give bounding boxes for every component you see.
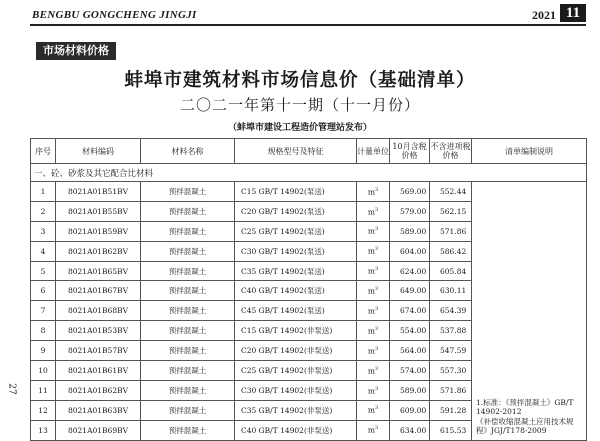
cell-code: 8021A01B65BV <box>56 261 141 281</box>
category-row <box>31 164 587 182</box>
cell-code: 8021A01B55BV <box>56 201 141 221</box>
cell-no: 1 <box>31 182 56 202</box>
cell-code: 8021A01B67BV <box>56 281 141 301</box>
cell-spec: C35 GB/T 14902(泵送) <box>235 261 357 281</box>
cell-name: 预拌混凝土 <box>141 201 235 221</box>
cell-no: 10 <box>31 361 56 381</box>
unit-superscript: 3 <box>374 286 379 293</box>
cell-spec: C40 GB/T 14902(泵送) <box>235 281 357 301</box>
cell-price-notax: 591.28 <box>430 400 472 420</box>
cell-unit <box>357 380 390 400</box>
page-title: 蚌埠市建筑材料市场信息价（基础清单） <box>124 70 476 91</box>
cell-price-notax: 571.86 <box>430 380 472 400</box>
unit-superscript: 3 <box>374 266 379 273</box>
cell-price-tax: 589.00 <box>390 221 430 241</box>
cell-unit <box>357 321 390 341</box>
col-header-note: 清单编制说明 <box>472 139 587 164</box>
unit-base: m <box>367 425 375 435</box>
unit-base: m <box>367 366 375 376</box>
page-number-badge: 11 <box>560 4 586 22</box>
cell-code: 8021A01B57BV <box>56 341 141 361</box>
col-header-price-notax: 不含进项税价格 <box>430 139 472 164</box>
cell-price-notax: 557.30 <box>430 361 472 381</box>
cell-name: 预拌混凝土 <box>141 261 235 281</box>
cell-price-tax: 649.00 <box>390 281 430 301</box>
cell-no: 2 <box>31 201 56 221</box>
table-header-row <box>31 139 587 164</box>
note-line: 14902-2012 <box>476 407 522 417</box>
col-header-code: 材料编码 <box>56 139 141 164</box>
cell-price-notax: 630.11 <box>430 281 472 301</box>
unit-superscript: 3 <box>374 345 379 352</box>
cell-code: 8021A01B61BV <box>56 361 141 381</box>
cell-no: 13 <box>31 420 56 440</box>
cell-name: 预拌混凝土 <box>141 221 235 241</box>
col-header-spec: 规格型号及特征 <box>235 139 357 164</box>
cell-price-tax: 624.00 <box>390 261 430 281</box>
unit-base: m <box>367 386 375 396</box>
cell-spec: C25 GB/T 14902(泵送) <box>235 221 357 241</box>
unit-base: m <box>367 246 375 256</box>
unit-base: m <box>367 346 375 356</box>
cell-price-tax: 589.00 <box>390 380 430 400</box>
cell-no: 8 <box>31 321 56 341</box>
cell-no: 3 <box>31 221 56 241</box>
cell-no: 4 <box>31 241 56 261</box>
cell-price-notax: 562.15 <box>430 201 472 221</box>
cell-unit <box>357 201 390 221</box>
cell-no: 6 <box>31 281 56 301</box>
unit-superscript: 3 <box>374 206 379 213</box>
cell-price-notax: 605.84 <box>430 261 472 281</box>
price-table <box>30 138 587 441</box>
cell-unit <box>357 261 390 281</box>
col-header-no: 序号 <box>31 139 56 164</box>
unit-superscript: 3 <box>374 186 379 193</box>
cell-code: 8021A01B53BV <box>56 321 141 341</box>
cell-price-notax: 615.53 <box>430 420 472 440</box>
cell-unit <box>357 341 390 361</box>
cell-code: 8021A01B62BV <box>56 380 141 400</box>
cell-spec: C45 GB/T 14902(泵送) <box>235 301 357 321</box>
cell-name: 预拌混凝土 <box>141 182 235 202</box>
cell-price-tax: 674.00 <box>390 301 430 321</box>
header-year: 2021 <box>532 8 556 22</box>
cell-no: 11 <box>31 380 56 400</box>
cell-price-tax: 609.00 <box>390 400 430 420</box>
side-page-number: 27 <box>6 383 17 395</box>
cell-no: 7 <box>31 301 56 321</box>
cell-spec: C15 GB/T 14902(泵送) <box>235 182 357 202</box>
unit-base: m <box>367 405 375 415</box>
cell-code: 8021A01B62BV <box>56 241 141 261</box>
unit-superscript: 3 <box>374 405 379 412</box>
table-row <box>31 182 587 202</box>
unit-superscript: 3 <box>374 246 379 253</box>
unit-superscript: 3 <box>374 325 379 332</box>
col-header-name: 材料名称 <box>141 139 235 164</box>
col-header-price-tax: 10月含税价格 <box>390 139 430 164</box>
cell-code: 8021A01B69BV <box>56 420 141 440</box>
cell-unit <box>357 241 390 261</box>
section-tag: 市场材料价格 <box>36 42 116 60</box>
cell-spec: C30 GB/T 14902(非泵送) <box>235 380 357 400</box>
issue-subtitle: 二〇二一年第十一期（十一月份） <box>179 96 420 114</box>
cell-name: 预拌混凝土 <box>141 301 235 321</box>
cell-spec: C20 GB/T 14902(泵送) <box>235 201 357 221</box>
cell-unit <box>357 221 390 241</box>
cell-name: 预拌混凝土 <box>141 361 235 381</box>
cell-no: 12 <box>31 400 56 420</box>
running-header <box>30 6 586 26</box>
unit-base: m <box>367 187 375 197</box>
cell-name: 预拌混凝土 <box>141 420 235 440</box>
cell-code: 8021A01B59BV <box>56 221 141 241</box>
cell-no: 5 <box>31 261 56 281</box>
cell-unit <box>357 400 390 420</box>
category-label: 一、砼、砂浆及其它配合比材料 <box>31 164 587 182</box>
cell-price-notax: 547.59 <box>430 341 472 361</box>
cell-price-notax: 552.44 <box>430 182 472 202</box>
cell-name: 预拌混凝土 <box>141 241 235 261</box>
col-header-unit: 计量单位 <box>357 139 390 164</box>
cell-price-tax: 604.00 <box>390 241 430 261</box>
cell-unit <box>357 361 390 381</box>
cell-name: 预拌混凝土 <box>141 380 235 400</box>
cell-unit <box>357 420 390 440</box>
note-line: 1.标准：《预拌混凝土》GB/T <box>476 397 574 407</box>
cell-code: 8021A01B51BV <box>56 182 141 202</box>
unit-superscript: 3 <box>374 306 379 313</box>
unit-base: m <box>367 266 375 276</box>
unit-base: m <box>367 207 375 217</box>
unit-superscript: 3 <box>374 226 379 233</box>
unit-superscript: 3 <box>374 365 379 372</box>
cell-price-tax: 569.00 <box>390 182 430 202</box>
cell-spec: C20 GB/T 14902(非泵送) <box>235 341 357 361</box>
cell-price-notax: 571.86 <box>430 221 472 241</box>
cell-spec: C15 GB/T 14902(非泵送) <box>235 321 357 341</box>
unit-base: m <box>367 286 375 296</box>
cell-price-tax: 634.00 <box>390 420 430 440</box>
cell-price-tax: 579.00 <box>390 201 430 221</box>
cell-name: 预拌混凝土 <box>141 400 235 420</box>
cell-price-notax: 586.42 <box>430 241 472 261</box>
note-line: 《补偿收缩混凝土应用技术规程》JGJ/T178-2009 <box>476 416 574 436</box>
publisher-line: （蚌埠市建设工程造价管理站发布） <box>227 123 372 133</box>
unit-base: m <box>367 226 375 236</box>
cell-price-notax: 654.39 <box>430 301 472 321</box>
cell-name: 预拌混凝土 <box>141 341 235 361</box>
cell-spec: C40 GB/T 14902(非泵送) <box>235 420 357 440</box>
cell-name: 预拌混凝土 <box>141 321 235 341</box>
note-cell <box>472 182 587 441</box>
cell-price-notax: 537.88 <box>430 321 472 341</box>
cell-unit <box>357 301 390 321</box>
cell-unit <box>357 182 390 202</box>
cell-no: 9 <box>31 341 56 361</box>
cell-price-tax: 554.00 <box>390 321 430 341</box>
cell-name: 预拌混凝土 <box>141 281 235 301</box>
journal-name: BENGBU GONGCHENG JINGJI <box>32 9 197 21</box>
cell-spec: C30 GB/T 14902(泵送) <box>235 241 357 261</box>
cell-code: 8021A01B63BV <box>56 400 141 420</box>
unit-base: m <box>367 306 375 316</box>
unit-base: m <box>367 326 375 336</box>
unit-superscript: 3 <box>374 385 379 392</box>
cell-code: 8021A01B68BV <box>56 301 141 321</box>
cell-price-tax: 574.00 <box>390 361 430 381</box>
cell-spec: C35 GB/T 14902(非泵送) <box>235 400 357 420</box>
cell-spec: C25 GB/T 14902(非泵送) <box>235 361 357 381</box>
unit-superscript: 3 <box>374 425 379 432</box>
cell-price-tax: 564.00 <box>390 341 430 361</box>
cell-unit <box>357 281 390 301</box>
